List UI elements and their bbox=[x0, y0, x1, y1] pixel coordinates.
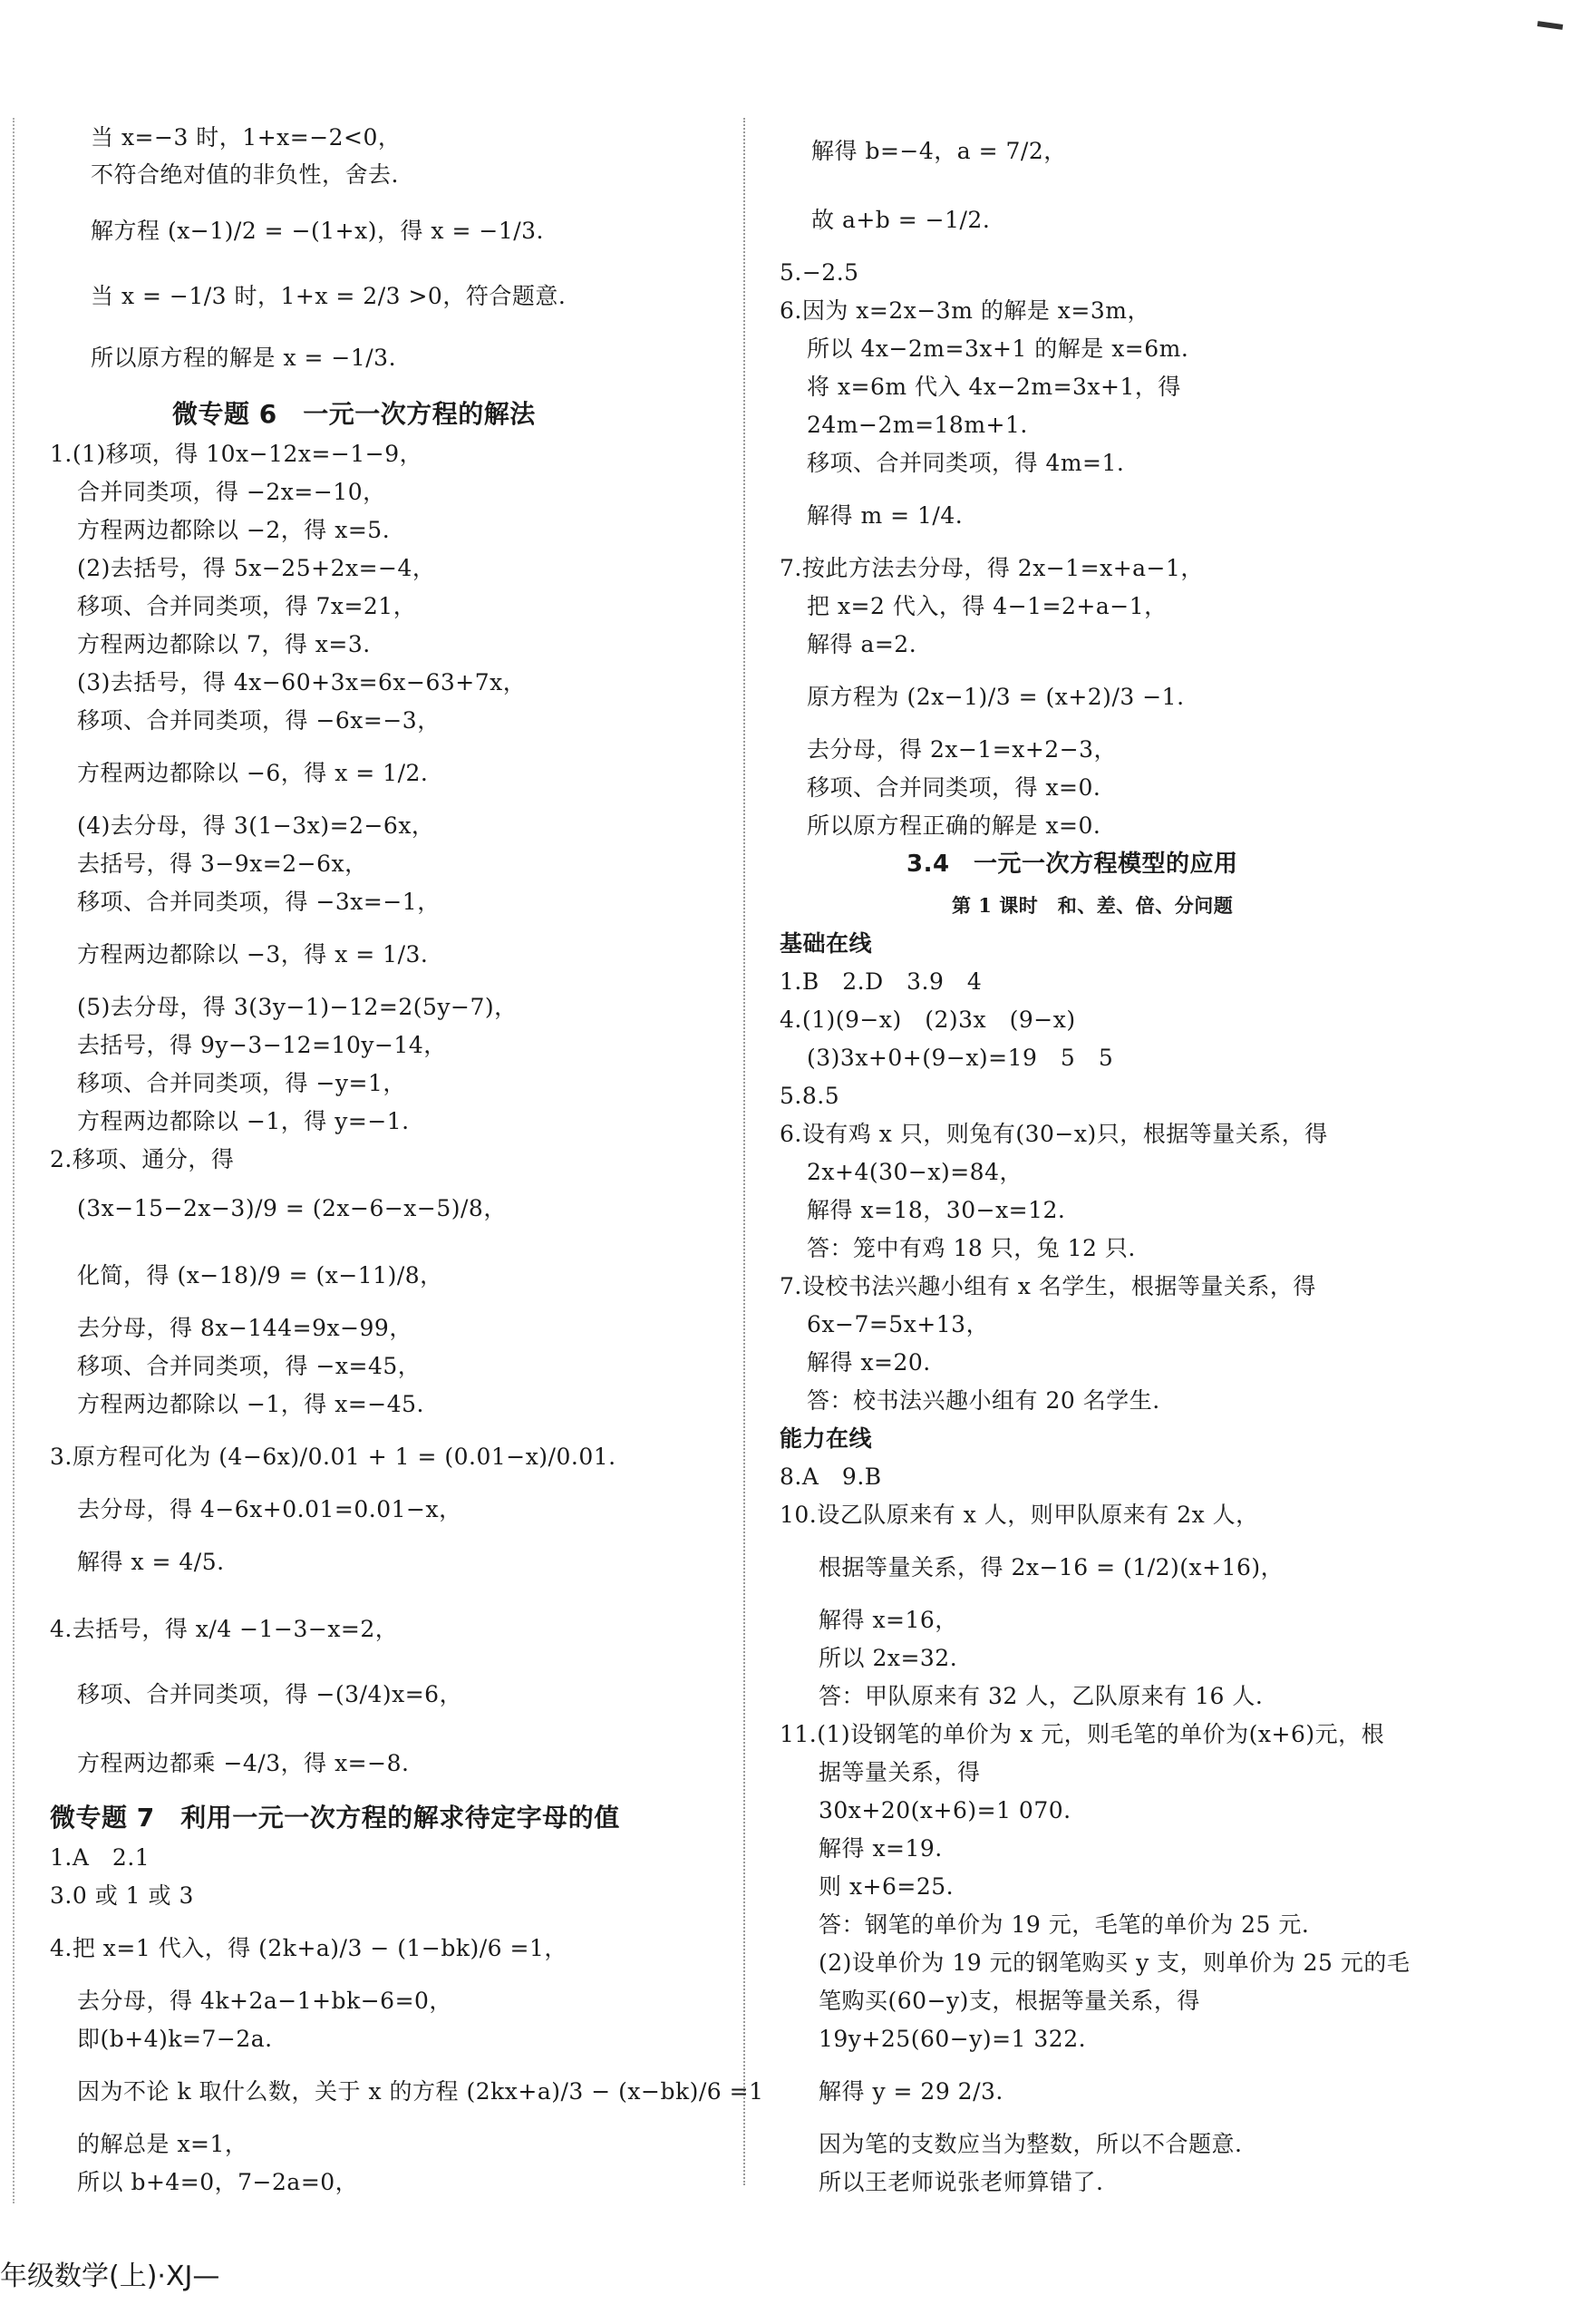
right-column-line: 解得 a=2. bbox=[807, 631, 917, 657]
left-column-line: 的解总是 x=1， bbox=[77, 2131, 248, 2157]
right-column-line: 根据等量关系，得 2x−16 = (1/2)(x+16)， bbox=[819, 1554, 1285, 1580]
left-column-line: 1.(1)移项，得 10x−12x=−1−9， bbox=[50, 441, 423, 467]
left-column-line: 当 x = −1/3 时，1+x = 2/3 >0，符合题意. bbox=[91, 283, 567, 309]
left-column-line: 方程两边都除以 −6，得 x = 1/2. bbox=[77, 760, 429, 786]
right-column-line: 所以 4x−2m=3x+1 的解是 x=6m. bbox=[807, 335, 1189, 362]
page-footer: 年级数学(上)·XJ— bbox=[0, 2261, 220, 2292]
right-column-line: 移项、合并同类项，得 x=0. bbox=[807, 774, 1101, 801]
right-column-line: 所以 2x=32. bbox=[819, 1645, 958, 1671]
right-column-line: 去分母，得 2x−1=x+2−3， bbox=[807, 736, 1118, 763]
left-column-line: 方程两边都除以 −1，得 y=−1. bbox=[77, 1108, 410, 1134]
left-column-line: 4.把 x=1 代入，得 (2k+a)/3 − (1−bk)/6 =1， bbox=[50, 1935, 567, 1961]
right-column-line: 解得 m = 1/4. bbox=[807, 502, 964, 529]
column-divider bbox=[743, 118, 745, 2185]
right-column-line: 30x+20(x+6)=1 070. bbox=[819, 1797, 1071, 1823]
right-column-line: 第 1 课时 和、差、倍、分问题 bbox=[952, 894, 1234, 917]
right-column-line: 答：校书法兴趣小组有 20 名学生. bbox=[807, 1387, 1160, 1414]
right-column-line: 所以原方程正确的解是 x=0. bbox=[807, 812, 1101, 839]
left-column-line: 方程两边都乘 −4/3，得 x=−8. bbox=[77, 1750, 410, 1776]
left-column-line: 移项、合并同类项，得 −3x=−1， bbox=[77, 889, 441, 915]
left-column-line: 即(b+4)k=7−2a. bbox=[77, 2026, 273, 2052]
right-column-line: 6.设有鸡 x 只，则兔有(30−x)只，根据等量关系，得 bbox=[780, 1121, 1328, 1147]
right-column-line: 11.(1)设钢笔的单价为 x 元，则毛笔的单价为(x+6)元，根 bbox=[780, 1721, 1385, 1747]
right-column-line: 解得 x=20. bbox=[807, 1349, 931, 1376]
left-column-line: 4.去括号，得 x/4 −1−3−x=2， bbox=[50, 1616, 399, 1642]
left-column-line: (5)去分母，得 3(3y−1)−12=2(5y−7)， bbox=[77, 994, 518, 1020]
corner-mark bbox=[1537, 21, 1564, 30]
left-column-line: 移项、合并同类项，得 −(3/4)x=6， bbox=[77, 1681, 463, 1707]
left-column-line: 去分母，得 4k+2a−1+bk−6=0， bbox=[77, 1988, 452, 2014]
right-column-line: 解得 b=−4，a = 7/2， bbox=[811, 138, 1067, 164]
right-column-line: 6.因为 x=2x−3m 的解是 x=3m， bbox=[780, 297, 1150, 324]
right-column-line: 原方程为 (2x−1)/3 = (x+2)/3 −1. bbox=[807, 684, 1185, 710]
right-column-line: 所以王老师说张老师算错了. bbox=[819, 2169, 1104, 2195]
left-column-line: 因为不论 k 取什么数，关于 x 的方程 (2kx+a)/3 − (x−bk)/6 =1 bbox=[77, 2078, 764, 2105]
right-column-line: 7.按此方法去分母，得 2x−1=x+a−1， bbox=[780, 555, 1204, 581]
left-column-line: 当 x=−3 时，1+x=−2<0， bbox=[91, 124, 402, 151]
right-column-line: 5.−2.5 bbox=[780, 259, 859, 286]
right-column-line: 6x−7=5x+13， bbox=[807, 1311, 990, 1337]
left-column-line: 不符合绝对值的非负性，舍去. bbox=[91, 161, 399, 188]
right-column-line: 将 x=6m 代入 4x−2m=3x+1，得 bbox=[807, 374, 1181, 400]
right-column-line: (2)设单价为 19 元的钢笔购买 y 支，则单价为 25 元的毛 bbox=[819, 1950, 1411, 1976]
left-column-line: 3.0 或 1 或 3 bbox=[50, 1882, 194, 1909]
left-column-line: 去分母，得 4−6x+0.01=0.01−x， bbox=[77, 1496, 462, 1522]
right-column-line: 10.设乙队原来有 x 人，则甲队原来有 2x 人， bbox=[780, 1502, 1259, 1528]
right-column-line: 解得 x=19. bbox=[819, 1835, 943, 1862]
right-column-line: 24m−2m=18m+1. bbox=[807, 412, 1028, 438]
left-column-line: 移项、合并同类项，得 7x=21， bbox=[77, 593, 417, 619]
left-column-line: (4)去分母，得 3(1−3x)=2−6x， bbox=[77, 812, 435, 839]
left-margin-rule bbox=[13, 118, 15, 2203]
left-column-line: 方程两边都除以 −1，得 x=−45. bbox=[77, 1391, 424, 1417]
left-column-line: 微专题 6 一元一次方程的解法 bbox=[172, 399, 536, 429]
right-column-line: 答：钢笔的单价为 19 元，毛笔的单价为 25 元. bbox=[819, 1911, 1310, 1938]
right-column-line: 基础在线 bbox=[780, 930, 873, 957]
right-column-line: 答：笼中有鸡 18 只，兔 12 只. bbox=[807, 1235, 1136, 1261]
right-column-line: 5.8.5 bbox=[780, 1083, 840, 1109]
left-column-line: 所以 b+4=0，7−2a=0， bbox=[77, 2169, 359, 2195]
right-column-line: 移项、合并同类项，得 4m=1. bbox=[807, 450, 1125, 476]
right-column-line: 3.4 一元一次方程模型的应用 bbox=[906, 851, 1238, 878]
right-column-line: 故 a+b = −1/2. bbox=[811, 207, 991, 233]
left-column-line: 去括号，得 9y−3−12=10y−14， bbox=[77, 1032, 447, 1058]
right-column-line: 8.A 9.B bbox=[780, 1463, 882, 1490]
right-column-line: 能力在线 bbox=[780, 1425, 873, 1452]
right-column-line: 7.设校书法兴趣小组有 x 名学生，根据等量关系，得 bbox=[780, 1273, 1316, 1299]
right-column-line: 答：甲队原来有 32 人，乙队原来有 16 人. bbox=[819, 1683, 1264, 1709]
right-column-line: 19y+25(60−y)=1 322. bbox=[819, 2026, 1087, 2052]
right-column-line: (3)3x+0+(9−x)=19 5 5 bbox=[807, 1045, 1114, 1071]
right-column-line: 笔购买(60−y)支，根据等量关系，得 bbox=[819, 1988, 1200, 2014]
left-column-line: 去分母，得 8x−144=9x−99， bbox=[77, 1315, 412, 1341]
left-column-line: (3)去括号，得 4x−60+3x=6x−63+7x， bbox=[77, 669, 527, 695]
right-column-line: 2x+4(30−x)=84， bbox=[807, 1159, 1023, 1185]
right-column-line: 解得 x=16， bbox=[819, 1607, 958, 1633]
left-column-line: 方程两边都除以 −2，得 x=5. bbox=[77, 517, 391, 543]
left-column-line: 方程两边都除以 7，得 x=3. bbox=[77, 631, 371, 657]
right-column-line: 据等量关系，得 bbox=[819, 1759, 981, 1785]
right-column-line: 则 x+6=25. bbox=[819, 1873, 955, 1900]
left-column-line: 移项、合并同类项，得 −6x=−3， bbox=[77, 707, 441, 734]
left-column-line: 1.A 2.1 bbox=[50, 1844, 150, 1871]
left-column-line: 解得 x = 4/5. bbox=[77, 1549, 225, 1575]
right-column-line: 因为笔的支数应当为整数，所以不合题意. bbox=[819, 2131, 1243, 2157]
left-column-line: 所以原方程的解是 x = −1/3. bbox=[91, 345, 397, 371]
left-column-line: 去括号，得 3−9x=2−6x， bbox=[77, 851, 368, 877]
right-column-line: 解得 x=18，30−x=12. bbox=[807, 1197, 1066, 1223]
left-column-line: 2.移项、通分，得 bbox=[50, 1146, 235, 1172]
left-column-line: 移项、合并同类项，得 −x=45， bbox=[77, 1353, 422, 1379]
left-column-line: (2)去括号，得 5x−25+2x=−4， bbox=[77, 555, 436, 581]
left-column-line: 3.原方程可化为 (4−6x)/0.01 + 1 = (0.01−x)/0.01. bbox=[50, 1444, 616, 1470]
right-column-line: 解得 y = 29 2/3. bbox=[819, 2078, 1003, 2105]
right-column-line: 4.(1)(9−x) (2)3x (9−x) bbox=[780, 1006, 1076, 1033]
left-column-line: 移项、合并同类项，得 −y=1， bbox=[77, 1070, 406, 1096]
left-column-line: 微专题 7 利用一元一次方程的解求待定字母的值 bbox=[50, 1803, 620, 1833]
left-column-line: 方程两边都除以 −3，得 x = 1/3. bbox=[77, 941, 429, 968]
left-column-line: 合并同类项，得 −2x=−10， bbox=[77, 479, 386, 505]
right-column-line: 1.B 2.D 3.9 4 bbox=[780, 968, 983, 995]
left-column-line: 解方程 (x−1)/2 = −(1+x)，得 x = −1/3. bbox=[91, 218, 544, 244]
left-column-line: (3x−15−2x−3)/9 = (2x−6−x−5)/8， bbox=[77, 1195, 507, 1221]
left-column-line: 化简，得 (x−18)/9 = (x−11)/8， bbox=[77, 1262, 443, 1288]
right-column-line: 把 x=2 代入，得 4−1=2+a−1， bbox=[807, 593, 1168, 619]
